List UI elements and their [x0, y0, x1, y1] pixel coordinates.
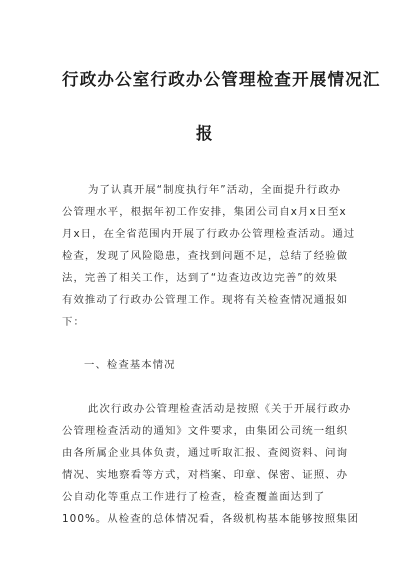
paragraph-2-line-5: 公自动化等重点工作进行了检查，检查覆盖面达到了 [62, 491, 326, 503]
paragraph-1-line-7: 下： [62, 316, 85, 328]
document-title-line-2: 报 [196, 124, 214, 143]
paragraph-1-line-3: 月x日，在全省范围内开展了行政办公管理检查活动。通过 [62, 228, 356, 240]
paragraph-1-line-6: 有效推动了行政办公管理工作。现将有关检查情况通报如 [62, 294, 349, 306]
paragraph-2-line-1: 此次行政办公管理检查活动是按照《关于开展行政办 [88, 403, 352, 415]
section-1-heading: 一、检查基本情况 [84, 359, 176, 371]
paragraph-1-line-2: 公管理水平，根据年初工作安排，集团公司自x月x日至x [62, 206, 347, 218]
paragraph-2-line-2: 公管理检查活动的通知》文件要求，由集团公司统一组织 [62, 425, 349, 437]
paragraph-1-line-4: 检查，发现了风险隐患，查找到问题不足，总结了经验做 [62, 250, 349, 262]
paragraph-1-line-5: 法，完善了相关工作，达到了“边查边改边完善”的效果 [62, 272, 338, 284]
paragraph-2-line-4: 情况、实地察看等方式，对档案、印章、保密、证照、办 [62, 469, 349, 481]
document-title-line-1: 行政办公室行政办公管理检查开展情况汇 [62, 70, 381, 89]
paragraph-2-line-6: 100%。从检查的总体情况看，各级机构基本能够按照集团 [62, 513, 360, 525]
paragraph-1-line-1: 为了认真开展“制度执行年”活动，全面提升行政办 [88, 184, 342, 196]
paragraph-2-line-3: 由各所属企业具体负责，通过听取汇报、查阅资料、问询 [62, 447, 349, 459]
